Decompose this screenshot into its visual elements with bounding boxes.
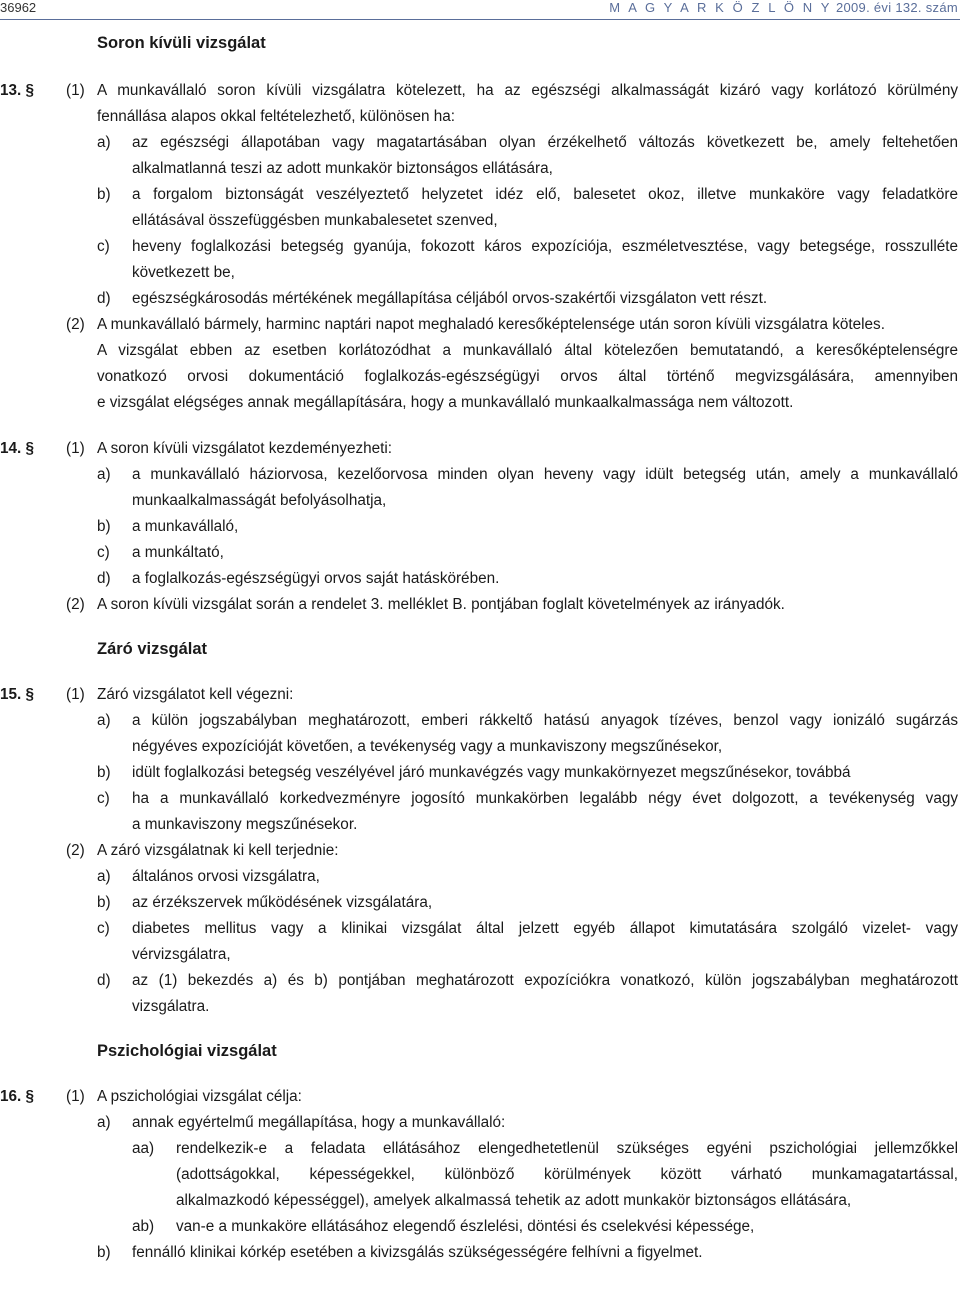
item-label: b) [97, 894, 111, 911]
paragraph-text: A munkavállaló bármely, harminc naptári napot meghaladó keresőképtelensége után soron kívüli vizsgálatra köteles. [97, 316, 885, 333]
item-label: c) [97, 790, 110, 807]
subitem-label: aa) [132, 1140, 155, 1157]
section-heading: Záró vizsgálat [97, 640, 208, 658]
subsection-label: (2) [66, 596, 85, 613]
running-header [0, 0, 960, 19]
paragraph-line [0, 312, 958, 338]
subitem-text: alkalmazkodó képességgel), amelyek alkalmassá tehetik az adott munkakör biztonságos ellátására, [176, 1192, 852, 1209]
item-text: a munkavállaló háziorvosa, kezelőorvosa minden olyan heveny vagy idült betegség után, amely a munkavállaló [132, 466, 958, 483]
item-text: ellátásával összefüggésben munkabalesetet szenved, [132, 212, 498, 229]
subsection-label: (1) [66, 1088, 85, 1105]
list-item [0, 130, 958, 156]
sub-list-item [0, 1136, 958, 1162]
item-label: a) [97, 466, 111, 483]
item-label: d) [97, 570, 111, 587]
section-number: 15. § [0, 686, 35, 703]
subitem-label: ab) [132, 1218, 155, 1235]
item-label: a) [97, 1114, 111, 1131]
item-text: annak egyértelmű megállapítása, hogy a munkavállaló: [132, 1114, 506, 1131]
list-item-continuation [0, 734, 958, 760]
paragraph-text: fennállása alapos okkal feltételezhető, különösen ha: [97, 108, 456, 125]
item-text: a munkavállaló, [132, 518, 239, 535]
paragraph-text: Záró vizsgálatot kell végezni: [97, 686, 294, 703]
item-text: vizsgálatra. [132, 998, 210, 1015]
section-heading: Pszichológiai vizsgálat [97, 1042, 277, 1060]
list-item-continuation [0, 942, 958, 968]
list-item [0, 1240, 958, 1266]
list-item-continuation [0, 156, 958, 182]
paragraph-line [0, 338, 958, 364]
list-item [0, 786, 958, 812]
list-item [0, 462, 958, 488]
journal-title [609, 0, 958, 15]
item-text: ha a munkavállaló korkedvezményre jogosító munkakörben legalább négy évet dolgozott, a tevékenység vagy [132, 790, 958, 807]
paragraph-line [0, 838, 958, 864]
paragraph-text: A záró vizsgálatnak ki kell terjednie: [97, 842, 339, 859]
list-item-continuation [0, 812, 958, 838]
item-label: c) [97, 544, 110, 561]
journal-issue: 2009. évi 132. szám [835, 0, 958, 15]
subsection-label: (1) [66, 82, 85, 99]
list-item [0, 760, 958, 786]
list-item-continuation [0, 488, 958, 514]
item-text: az egészségi állapotában vagy magatartásában olyan érzékelhető változás következett be, amely feltehetően [132, 134, 958, 151]
paragraph-text: A pszichológiai vizsgálat célja: [97, 1088, 302, 1105]
subsection-label: (1) [66, 440, 85, 457]
item-text: általános orvosi vizsgálatra, [132, 868, 320, 885]
item-text: a munkaviszony megszűnésekor. [132, 816, 358, 833]
item-label: b) [97, 186, 111, 203]
paragraph-text: A vizsgálat ebben az esetben korlátozódhat a munkavállaló által kötelezően bemutatandó, a keresőképtelenségre [97, 342, 958, 359]
item-text: a forgalom biztonságát veszélyeztető helyzetet idéz elő, balesetet okoz, illetve munkaköre vagy feladatköre [132, 186, 958, 203]
list-item [0, 864, 958, 890]
paragraph-line [0, 104, 958, 130]
item-text: a foglalkozás-egészségügyi orvos saját hatáskörében. [132, 570, 500, 587]
paragraph-text: A soron kívüli vizsgálatot kezdeményezheti: [97, 440, 393, 457]
item-label: b) [97, 518, 111, 535]
list-item [0, 708, 958, 734]
sub-list-item [0, 1214, 958, 1240]
subsection-label: (2) [66, 316, 85, 333]
subitem-text: (adottságokkal, képességekkel, különböző körülmények között várható munkamagatartással, [176, 1166, 958, 1183]
paragraph-line [0, 436, 958, 462]
section-number: 13. § [0, 82, 35, 99]
item-label: a) [97, 134, 111, 151]
sub-list-item-continuation [0, 1162, 958, 1188]
item-label: a) [97, 712, 111, 729]
list-item [0, 182, 958, 208]
paragraph-line [0, 682, 958, 708]
item-label: d) [97, 972, 111, 989]
list-item [0, 916, 958, 942]
paragraph-line [0, 1084, 958, 1110]
paragraph-line [0, 78, 958, 104]
item-text: egészségkárosodás mértékének megállapítása céljából orvos-szakértői vizsgálaton vett részt. [132, 290, 768, 307]
paragraph-text: A munkavállaló soron kívüli vizsgálatra kötelezett, ha az egészségi alkalmasságát kizáró vagy korlátozó körülmény [97, 82, 958, 99]
item-text: a munkáltató, [132, 544, 224, 561]
sub-list-item-continuation [0, 1188, 958, 1214]
document-body [0, 26, 958, 1266]
item-label: b) [97, 1244, 111, 1261]
item-text: a külön jogszabályban meghatározott, emberi rákkeltő hatású anyagok tízéves, benzol vagy ionizáló sugárzás [132, 712, 958, 729]
paragraph-text: e vizsgálat elégséges annak megállapítására, hogy a munkavállaló munkaalkalmassága nem változott. [97, 394, 794, 411]
paragraph-line [0, 390, 958, 416]
paragraph-line [0, 592, 958, 618]
list-item [0, 968, 958, 994]
list-item [0, 540, 958, 566]
list-item [0, 234, 958, 260]
section-number: 14. § [0, 440, 35, 457]
paragraph-line [0, 364, 958, 390]
paragraph-text: vonatkozó orvosi dokumentáció foglalkozás-egészségügyi orvos által történő megvizsgálására, amennyiben [97, 368, 958, 385]
list-item [0, 890, 958, 916]
item-text: munkaalkalmasságát befolyásolhatja, [132, 492, 387, 509]
item-label: c) [97, 920, 110, 937]
subitem-text: van-e a munkaköre ellátásához elegendő észlelési, döntési és cselekvési képessége, [176, 1218, 755, 1235]
item-text: diabetes mellitus vagy a klinikai vizsgálat által jelzett egyéb állapot kimutatására szolgáló vizelet- vagy [132, 920, 958, 937]
item-text: az (1) bekezdés a) és b) pontjában meghatározott expozíciókra vonatkozó, külön jogszabályban meghatározott [132, 972, 958, 989]
list-item-continuation [0, 994, 958, 1020]
item-text: négyéves expozícióját követően, a tevékenység vagy a munkaviszony megszűnésekor, [132, 738, 723, 755]
item-text: alkalmatlanná teszi az adott munkakör biztonságos ellátására, [132, 160, 553, 177]
subsection-label: (2) [66, 842, 85, 859]
list-item [0, 566, 958, 592]
section-number: 16. § [0, 1088, 35, 1105]
list-item-continuation [0, 208, 958, 234]
item-text: az érzékszervek működésének vizsgálatára, [132, 894, 433, 911]
item-text: vérvizsgálatra, [132, 946, 231, 963]
section-heading: Soron kívüli vizsgálat [97, 34, 266, 52]
paragraph-text: A soron kívüli vizsgálat során a rendelet 3. melléklet B. pontjában foglalt követelmények az irányadók. [97, 596, 785, 613]
journal-name: M A G Y A R K Ö Z L Ö N Y [609, 0, 833, 15]
item-text: idült foglalkozási betegség veszélyével járó munkavégzés vagy munkakörnyezet megszűnésekor, továbbá [132, 764, 851, 781]
item-label: b) [97, 764, 111, 781]
list-item [0, 514, 958, 540]
list-item [0, 1110, 958, 1136]
list-item [0, 286, 958, 312]
item-label: c) [97, 238, 110, 255]
item-text: következett be, [132, 264, 235, 281]
item-text: heveny foglalkozási betegség gyanúja, fokozott káros expozíciója, eszméletvesztése, vagy betegsége, rosszulléte [132, 238, 958, 255]
header-rule [0, 19, 960, 20]
page-number: 36962 [0, 0, 37, 15]
list-item-continuation [0, 260, 958, 286]
item-text: fennálló klinikai kórkép esetében a kivizsgálás szükségességére felhívni a figyelmet. [132, 1244, 703, 1261]
subitem-text: rendelkezik-e a feladata ellátásához elengedhetetlenül szükséges egyéni pszichológiai jellemzőkkel [176, 1140, 958, 1157]
item-label: a) [97, 868, 111, 885]
subsection-label: (1) [66, 686, 85, 703]
item-label: d) [97, 290, 111, 307]
